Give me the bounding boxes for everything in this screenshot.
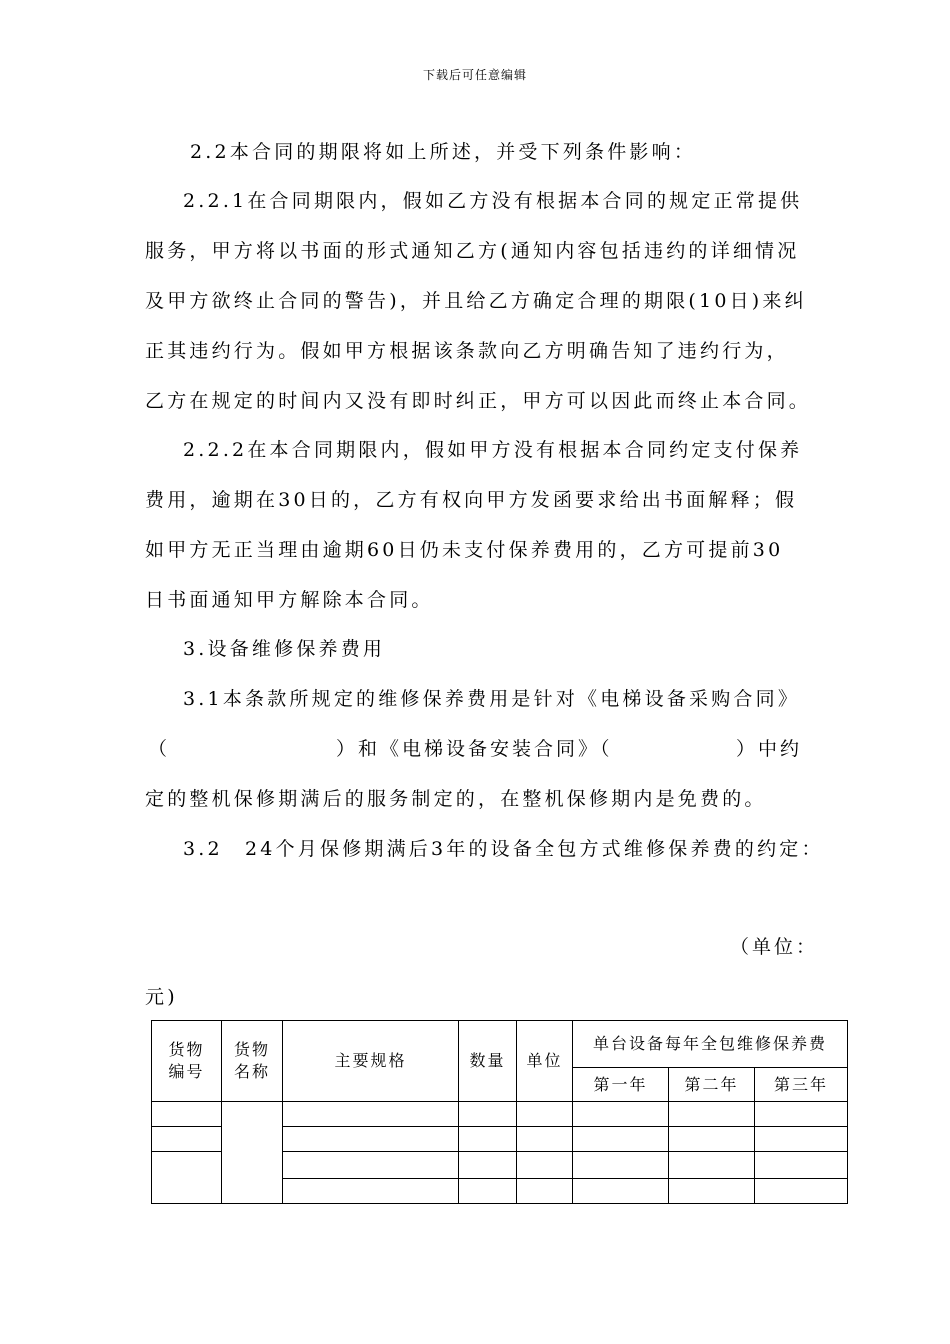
table-cell xyxy=(573,1152,669,1179)
clause-2-2-1-line1: 2.2.1在合同期限内，假如乙方没有根据本合同的规定正常提供 xyxy=(183,190,803,212)
table-cell xyxy=(283,1102,459,1127)
table-cell xyxy=(459,1127,517,1152)
maintenance-fee-table xyxy=(151,1020,848,1204)
table-cell xyxy=(755,1179,848,1204)
table-cell xyxy=(573,1102,669,1127)
table-cell xyxy=(283,1152,459,1179)
table-cell xyxy=(669,1102,755,1127)
table-cell xyxy=(152,1102,222,1127)
header-main-spec: 主要规格 xyxy=(283,1021,459,1102)
clause-3-1-line2-mid: ）和《电梯设备安装合同》（ xyxy=(336,738,613,760)
table-cell xyxy=(669,1179,755,1204)
header-goods-name: 货物名称 xyxy=(222,1021,283,1102)
table-cell xyxy=(459,1179,517,1204)
table-cell xyxy=(283,1127,459,1152)
table-cell xyxy=(573,1179,669,1204)
table-cell xyxy=(755,1102,848,1127)
table-cell xyxy=(459,1152,517,1179)
table-cell xyxy=(459,1102,517,1127)
table-cell xyxy=(755,1127,848,1152)
table-cell xyxy=(517,1102,573,1127)
clause-2-2-2-line3: 如甲方无正当理由逾期60日仍未支付保养费用的，乙方可提前30 xyxy=(145,539,784,561)
clause-2-2-2-line4: 日书面通知甲方解除本合同。 xyxy=(145,589,434,611)
table-cell xyxy=(669,1152,755,1179)
clause-2-2: 2.2本合同的期限将如上所述，并受下列条件影响： xyxy=(190,141,697,163)
header-annual-fee: 单台设备每年全包维修保养费 xyxy=(573,1021,848,1068)
table-cell xyxy=(517,1127,573,1152)
clause-3-1-line2-end: ）中约 xyxy=(736,738,803,760)
table-cell xyxy=(517,1179,573,1204)
clause-2-2-1-line3: 及甲方欲终止合同的警告)，并且给乙方确定合理的期限(10日)来纠 xyxy=(145,290,807,312)
clause-3-2: 3.2 24个月保修期满后3年的设备全包方式维修保养费的约定： xyxy=(183,838,824,860)
blank-paren-open: （ xyxy=(148,738,171,760)
header-goods-code: 货物编号 xyxy=(152,1021,222,1102)
header-unit: 单位 xyxy=(517,1021,573,1102)
table-cell xyxy=(283,1179,459,1204)
clause-3-1-line1: 3.1本条款所规定的维修保养费用是针对《电梯设备采购合同》 xyxy=(183,688,801,710)
unit-label-a: （单位： xyxy=(730,936,819,958)
table-cell xyxy=(222,1102,283,1204)
clause-2-2-2-line2: 费用，逾期在30日的，乙方有权向甲方发函要求给出书面解释；假 xyxy=(145,489,798,511)
table-cell xyxy=(152,1152,222,1204)
clause-3-1-line3: 定的整机保修期满后的服务制定的，在整机保修期内是免费的。 xyxy=(145,788,767,810)
table-cell xyxy=(517,1152,573,1179)
clause-2-2-2-line1: 2.2.2在本合同期限内，假如甲方没有根据本合同约定支付保养 xyxy=(183,439,803,461)
header-year-3: 第三年 xyxy=(755,1068,848,1102)
section-3-title: 3.设备维修保养费用 xyxy=(183,638,386,660)
table-cell xyxy=(573,1127,669,1152)
table-cell xyxy=(152,1127,222,1152)
table-cell xyxy=(755,1152,848,1179)
header-year-1: 第一年 xyxy=(573,1068,669,1102)
header-year-2: 第二年 xyxy=(669,1068,755,1102)
header-quantity: 数量 xyxy=(459,1021,517,1102)
page-header: 下载后可任意编辑 xyxy=(422,68,527,82)
table-cell xyxy=(669,1127,755,1152)
clause-2-2-1-line4: 正其违约行为。假如甲方根据该条款向乙方明确告知了违约行为， xyxy=(145,340,789,362)
clause-2-2-1-line2: 服务，甲方将以书面的形式通知乙方(通知内容包括违约的详细情况 xyxy=(145,240,800,262)
clause-2-2-1-line5: 乙方在规定的时间内又没有即时纠正，甲方可以因此而终止本合同。 xyxy=(145,390,812,412)
unit-label-b: 元) xyxy=(145,986,178,1008)
